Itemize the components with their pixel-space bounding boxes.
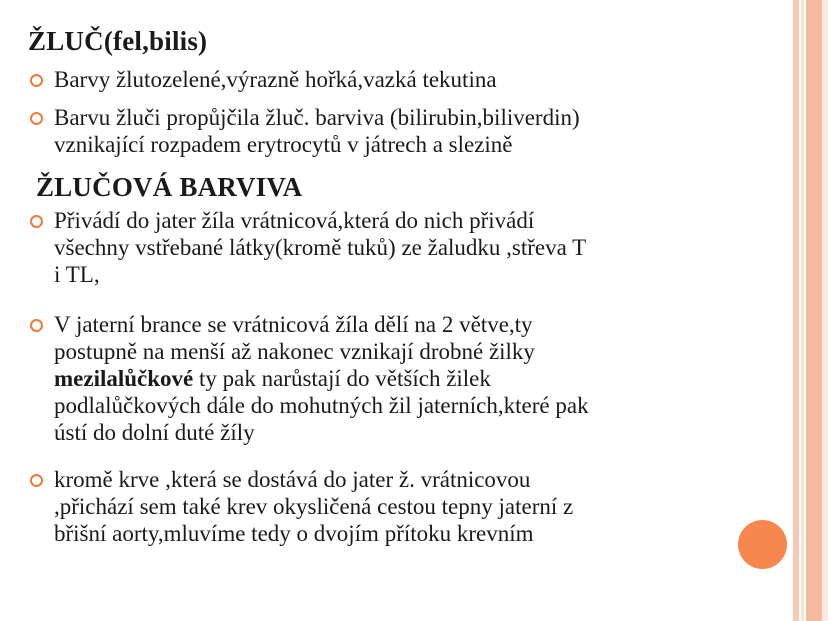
bullet-line: všechny vstřebané látky(kromě tuků) ze žaludku ,střeva T [54,235,587,260]
bullet-line-rest: ty pak narůstají do větších žilek [193,366,491,391]
decorative-stripe [801,0,804,621]
bullet-ring-icon [30,319,43,332]
bullet-line: V jaterní brance se vrátnicová žíla dělí na 2 větve,ty [54,312,533,337]
bullet-ring-icon [30,74,43,87]
bullet-line: postupně na menší až nakonec vznikají drobné žilky [54,339,535,364]
bullet-item [30,66,800,93]
bullet-ring-icon [30,112,43,125]
bullet-text [54,311,800,446]
bullet-line [54,365,800,392]
decorative-stripe [822,0,828,621]
bold-term: mezilalůčkové [54,366,194,391]
bullet-item [30,207,800,288]
decorative-circle-icon [738,520,787,569]
bullet-ring-icon [30,215,43,228]
bullet-line: i TL, [54,262,100,287]
bullet-line: podlalůčkových dále do mohutných žil jaterních,které pak [54,393,589,418]
heading-zluc: ŽLUČ(fel,bilis) [28,26,208,56]
bullet-line: ,přichází sem také krev okysličená cestou tepny jaterní z [54,494,574,519]
heading-zlucova-barviva: ŽLUČOVÁ BARVIVA [36,172,303,202]
bullet-ring-icon [30,474,43,487]
bullet-line: břišní aorty,mluvíme tedy o dvojím přítoku krevním [54,521,534,546]
bullet-line: Barvy žlutozelené,výrazně hořká,vazká tekutina [54,67,497,92]
bullet-text [54,207,800,288]
decorative-stripe [806,0,822,621]
bullet-text [54,104,800,158]
bullet-item [30,104,800,158]
bullet-line: Barvu žluči propůjčila žluč. barviva (bilirubin,biliverdin) [54,105,580,130]
bullet-text [54,66,800,93]
bullet-line: vznikající rozpadem erytrocytů v játrech a slezině [54,132,513,157]
bullet-line: ústí do dolní duté žíly [54,420,255,445]
bullet-line: kromě krve ,která se dostává do jater ž. vrátnicovou [54,467,531,492]
bullet-line: Přivádí do jater žíla vrátnicová,která do nich přivádí [54,208,535,233]
bullet-text [54,466,800,547]
bullet-item [30,466,800,547]
bullet-item [30,311,800,446]
